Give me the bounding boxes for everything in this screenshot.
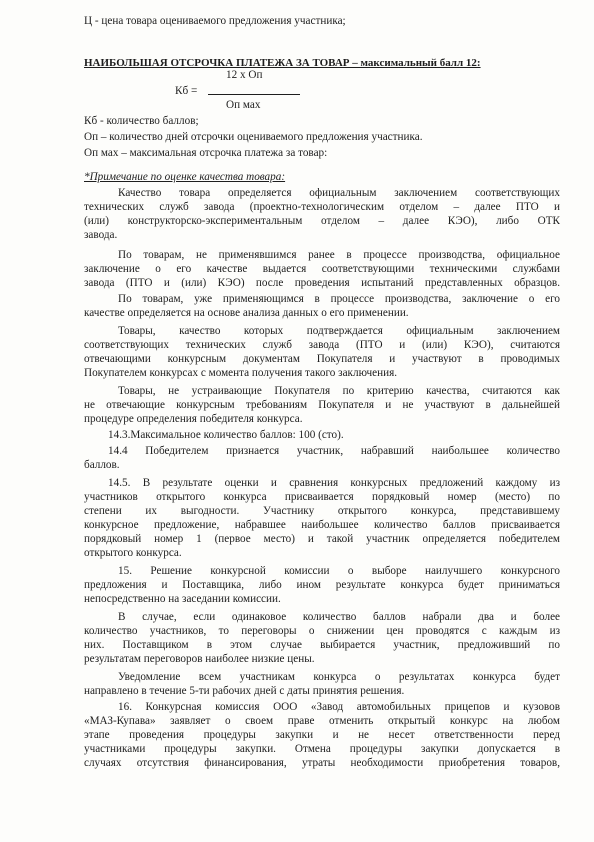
paragraph-line: завода. — [84, 229, 118, 241]
paragraph-line: участников открытого конкурса присваивается порядковый номер (место) по — [84, 491, 560, 503]
paragraph-line: участниками процедуры закупки. Отмена процедуры закупки допускается в — [84, 743, 560, 755]
clause-16: 16. Конкурсная комиссия ООО «Завод автомобильных прицепов и кузовов — [118, 701, 560, 713]
paragraph-line: количество участников, то переговоры о снижении цен проводятся с каждым из — [84, 625, 560, 637]
paragraph-line: технических служб завода (проектно-технологическим отделом – далее ПТО и — [84, 201, 560, 213]
paragraph-line: Товары, не устраивающие Покупателя по критерию качества, считаются как — [118, 385, 560, 397]
paragraph-line: предложения и Поставщика, либо ином результате конкурса будет приниматься — [84, 579, 560, 591]
section-heading-payment-deferral: НАИБОЛЬШАЯ ОТСРОЧКА ПЛАТЕЖА ЗА ТОВАР – максимальный балл 12: — [84, 57, 481, 69]
paragraph-line: них. Поставщиком в этом случае выбирается участник, предложивший по — [84, 639, 560, 651]
formula-fraction-bar — [208, 94, 300, 95]
formula-denominator: Оп мах — [226, 99, 261, 111]
paragraph-line: Покупателем конкурсах с момента получения такого заключения. — [84, 367, 398, 379]
paragraph-line: степени их выгодности. Участнику открытого конкурса, представившему — [84, 505, 560, 517]
paragraph-line: отвечающими конкурсным документам Покупателя и участвуют в проводимых — [84, 353, 560, 365]
paragraph-line: По товарам, не применявшимся ранее в процессе производства, официальное — [118, 249, 560, 261]
definition-kb: Кб - количество баллов; — [84, 115, 199, 127]
clause-15: 15. Решение конкурсной комиссии о выборе наилучшего конкурсного — [118, 565, 560, 577]
paragraph-line: баллов. — [84, 459, 120, 471]
definition-op: Оп – количество дней отсрочки оцениваемого предложения участника. — [84, 131, 423, 143]
paragraph-line: завода (ПТО и (или) КЭО) после проведения испытаний представленных образцов. — [84, 277, 560, 289]
paragraph-line: направлено в течение 5-ти рабочих дней с даты принятия решения. — [84, 685, 405, 697]
quality-note-heading: *Примечание по оценке качества товара: — [84, 171, 286, 183]
paragraph-line: непосредственно на заседании комиссии. — [84, 593, 281, 605]
paragraph-line: (или) конструкторско-экспериментальным отделом – далее КЭО), либо ОТК — [84, 215, 560, 227]
paragraph-line: «МАЗ-Купава» заявляет о своем праве отменить открытый конкурс на любом — [84, 715, 560, 727]
paragraph-line: результатам переговоров наиболее низкие цены. — [84, 653, 315, 665]
paragraph-line: случаях отсутствия финансирования, утраты необходимости приобретения товаров, — [84, 757, 560, 769]
paragraph-line: Качество товара определяется официальным заключением соответствующих — [118, 187, 560, 199]
price-definition-line: Ц - цена товара оцениваемого предложения участника; — [84, 15, 346, 27]
paragraph-line: Уведомление всем участникам конкурса о результатах конкурса будет — [118, 671, 560, 683]
definition-op-max: Оп мах – максимальная отсрочка платежа за товар: — [84, 147, 328, 159]
paragraph-line: По товарам, уже применяющимся в процессе производства, заключение о его — [118, 293, 560, 305]
clause-14-5: 14.5. В результате оценки и сравнения конкурсных предложений каждому из — [108, 477, 560, 489]
clause-14-3: 14.3.Максимальное количество баллов: 100 (сто). — [108, 429, 344, 441]
paragraph-line: порядковый номер 1 (первое место) и такой участник определяется победителем — [84, 533, 560, 545]
paragraph-line: открытого конкурса. — [84, 547, 182, 559]
paragraph-line: процедуре определения победителя конкурса. — [84, 413, 303, 425]
paragraph-line: не отвечающие конкурсным требованиям Покупателя и не участвуют в дальнейшей — [84, 399, 560, 411]
formula-left-side: Кб = — [175, 85, 198, 97]
paragraph-line: Товары, качество которых подтверждается официальным заключением — [118, 325, 560, 337]
paragraph-line: В случае, если одинаковое количество баллов набрали два и более — [118, 611, 560, 623]
paragraph-line: заключение о его качестве выдается соответствующими техническими службами — [84, 263, 560, 275]
paragraph-line: качестве определяется на основе анализа данных о его применении. — [84, 307, 409, 319]
formula-numerator: 12 х Оп — [226, 69, 263, 81]
paragraph-line: конкурсное предложение, набравшее наибольшее количество баллов присваивается — [84, 519, 560, 531]
clause-14-4: 14.4 Победителем признается участник, набравший наибольшее количество — [108, 445, 560, 457]
paragraph-line: этапе проведения процедуры закупки и не несет ответственности перед — [84, 729, 560, 741]
paragraph-line: соответствующих технических служб завода (ПТО и (или) КЭО), считаются — [84, 339, 560, 351]
